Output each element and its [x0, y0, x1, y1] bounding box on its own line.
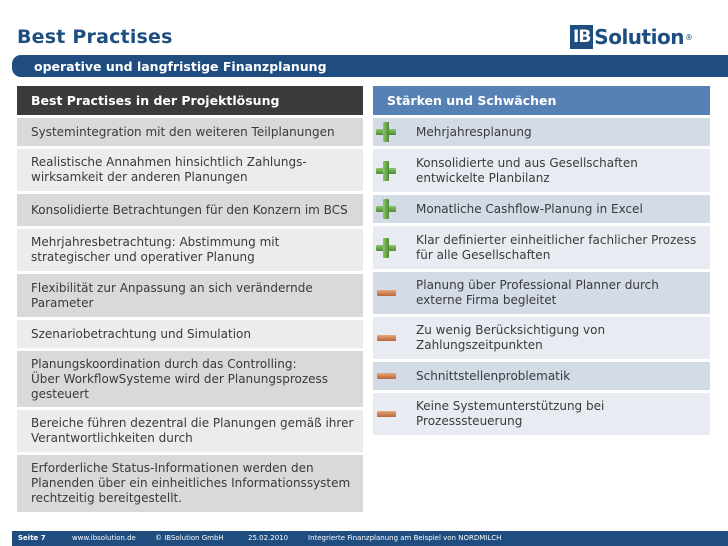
footer-date: 25.02.2010	[248, 534, 289, 542]
best-practises-heading: Best Practises in der Projektlösung	[17, 86, 363, 115]
section-banner	[12, 55, 728, 77]
minus-icon	[376, 366, 396, 386]
section-banner-text: operative und langfristige Finanzplanung	[34, 59, 327, 74]
footer-copyright: © IBSolution GmbH	[155, 534, 224, 542]
strength-item	[373, 226, 710, 269]
logo-solution: Solution	[594, 25, 684, 49]
logo-ib: IB	[570, 25, 593, 49]
best-practise-text: Systemintegration mit den weiteren Teilplanungen	[31, 124, 335, 139]
best-practise-item	[17, 455, 363, 512]
strength-text: Monatliche Cashflow-Planung in Excel	[416, 201, 643, 216]
strength-text: Klar definierter einheitlicher fachlicher Prozess für alle Gesellschaften	[416, 232, 697, 262]
weakness-text: Schnittstellenproblematik	[416, 368, 571, 383]
best-practise-item	[17, 351, 363, 407]
minus-icon	[376, 283, 396, 303]
strengths-weaknesses-heading: Stärken und Schwächen	[373, 86, 710, 115]
footer-page-number: Seite 7	[18, 534, 46, 542]
best-practise-text: Szenariobetrachtung und Simulation	[31, 326, 251, 341]
weakness-item	[373, 362, 710, 390]
strength-item	[373, 118, 710, 146]
best-practise-text: Konsolidierte Betrachtungen für den Konzern im BCS	[31, 202, 348, 217]
best-practise-text: Planungskoordination durch das Controlling: Über WorkflowSysteme wird der Planungsprozess gesteuert	[31, 356, 329, 401]
strength-item	[373, 195, 710, 223]
minus-icon	[376, 404, 396, 424]
best-practise-text: Bereiche führen dezentral die Planungen gemäß ihrer Verantwortlichkeiten durch	[31, 416, 354, 445]
plus-icon	[376, 122, 396, 142]
footer-bar	[12, 531, 728, 546]
best-practise-item	[17, 320, 363, 348]
best-practise-item	[17, 410, 363, 452]
best-practise-text: Realistische Annahmen hinsichtlich Zahlungs- wirksamkeit der anderen Planungen	[31, 155, 307, 184]
plus-icon	[376, 199, 396, 219]
footer-url[interactable]: www.ibsolution.de	[72, 534, 136, 542]
best-practise-item	[17, 194, 363, 226]
strength-text: Konsolidierte und aus Gesellschaften entwickelte Planbilanz	[416, 155, 638, 185]
strengths-weaknesses-column	[373, 86, 710, 438]
plus-icon	[376, 161, 396, 181]
weakness-item	[373, 317, 710, 359]
strength-item	[373, 149, 710, 192]
best-practises-column	[17, 86, 363, 515]
weakness-item	[373, 272, 710, 314]
best-practise-item	[17, 118, 363, 146]
best-practise-text: Erforderliche Status-Informationen werden den Planenden über ein einheitliches Informationssystem rechtzeitig bereitgestellt.	[31, 461, 351, 505]
ibsolution-logo	[570, 24, 693, 50]
page-title: Best Practises	[17, 26, 173, 48]
weakness-text: Planung über Professional Planner durch externe Firma begleitet	[416, 278, 659, 307]
footer-subject: Integrierte Finanzplanung am Beispiel von NORDMILCH	[308, 534, 502, 542]
best-practise-text: Mehrjahresbetrachtung: Abstimmung mit strategischer und operativer Planung	[31, 235, 280, 264]
strength-text: Mehrjahresplanung	[416, 124, 532, 139]
weakness-text: Keine Systemunterstützung bei Prozesssteuerung	[416, 399, 605, 428]
weakness-item	[373, 393, 710, 435]
best-practise-text: Flexibilität zur Anpassung an sich verändernde Parameter	[31, 280, 313, 310]
minus-icon	[376, 328, 396, 348]
best-practise-item	[17, 229, 363, 271]
best-practise-item	[17, 274, 363, 317]
plus-icon	[376, 238, 396, 258]
weakness-text: Zu wenig Berücksichtigung von Zahlungszeitpunkten	[416, 323, 606, 352]
logo-registered: ®	[684, 32, 693, 42]
best-practise-item	[17, 149, 363, 191]
